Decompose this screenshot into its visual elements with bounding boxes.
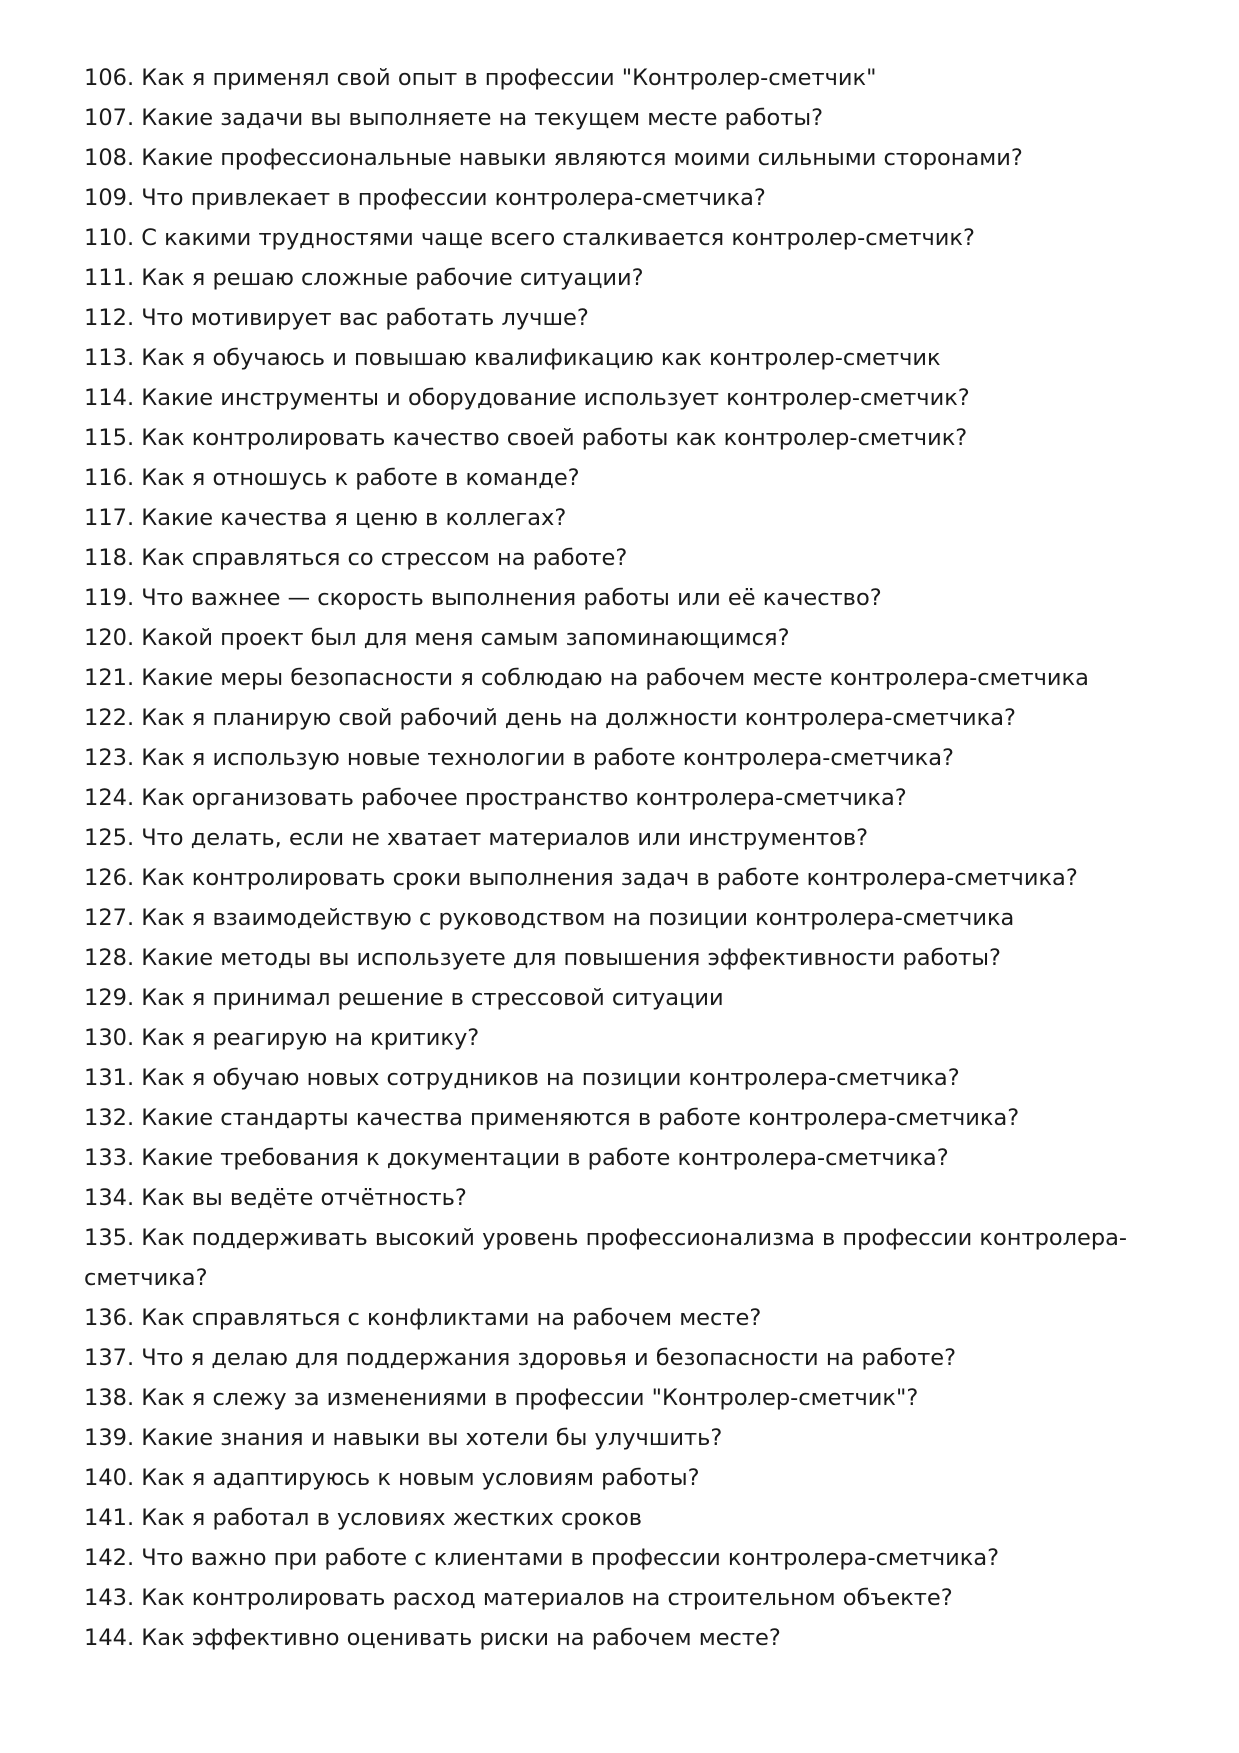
list-item: 140. Как я адаптируюсь к новым условиям работы? bbox=[84, 1465, 700, 1491]
list-item: 127. Как я взаимодействую с руководством на позиции контролера-сметчика bbox=[84, 905, 1015, 931]
list-item: 112. Что мотивирует вас работать лучше? bbox=[84, 305, 589, 331]
list-item: 118. Как справляться со стрессом на работе? bbox=[84, 545, 628, 571]
list-item: 143. Как контролировать расход материалов на строительном объекте? bbox=[84, 1585, 953, 1611]
list-item: 136. Как справляться с конфликтами на рабочем месте? bbox=[84, 1305, 762, 1331]
question-list bbox=[84, 58, 1164, 1658]
list-item: 142. Что важно при работе с клиентами в профессии контролера-сметчика? bbox=[84, 1545, 1000, 1571]
list-item: 141. Как я работал в условиях жестких сроков bbox=[84, 1505, 643, 1531]
list-item: 108. Какие профессиональные навыки являются моими сильными сторонами? bbox=[84, 145, 1023, 171]
list-item: 109. Что привлекает в профессии контролера-сметчика? bbox=[84, 185, 766, 211]
list-item: 124. Как организовать рабочее пространство контролера-сметчика? bbox=[84, 785, 907, 811]
list-item: 129. Как я принимал решение в стрессовой ситуации bbox=[84, 985, 724, 1011]
list-item: 125. Что делать, если не хватает материалов или инструментов? bbox=[84, 825, 869, 851]
list-item: 113. Как я обучаюсь и повышаю квалификацию как контролер-сметчик bbox=[84, 345, 941, 371]
list-item: 139. Какие знания и навыки вы хотели бы улучшить? bbox=[84, 1425, 723, 1451]
list-item: 128. Какие методы вы используете для повышения эффективности работы? bbox=[84, 945, 1001, 971]
list-item: 106. Как я применял свой опыт в профессии "Контролер-сметчик" bbox=[84, 65, 877, 91]
list-item: 119. Что важнее — скорость выполнения работы или её качество? bbox=[84, 585, 882, 611]
document-page bbox=[84, 58, 1164, 1658]
list-item: 110. С какими трудностями чаще всего сталкивается контролер-сметчик? bbox=[84, 225, 975, 251]
list-item: 138. Как я слежу за изменениями в профессии "Контролер-сметчик"? bbox=[84, 1385, 919, 1411]
list-item: 121. Какие меры безопасности я соблюдаю на рабочем месте контролера-сметчика bbox=[84, 665, 1089, 691]
list-item: 107. Какие задачи вы выполняете на текущем месте работы? bbox=[84, 105, 824, 131]
list-item: 133. Какие требования к документации в работе контролера-сметчика? bbox=[84, 1145, 949, 1171]
list-item: 116. Как я отношусь к работе в команде? bbox=[84, 465, 580, 491]
list-item: 126. Как контролировать сроки выполнения задач в работе контролера-сметчика? bbox=[84, 865, 1078, 891]
list-item: 123. Как я использую новые технологии в работе контролера-сметчика? bbox=[84, 745, 954, 771]
list-item: 117. Какие качества я ценю в коллегах? bbox=[84, 505, 567, 531]
list-item: 144. Как эффективно оценивать риски на рабочем месте? bbox=[84, 1625, 781, 1651]
list-item: 137. Что я делаю для поддержания здоровья и безопасности на работе? bbox=[84, 1345, 957, 1371]
list-item: 114. Какие инструменты и оборудование использует контролер-сметчик? bbox=[84, 385, 970, 411]
list-item: 120. Какой проект был для меня самым запоминающимся? bbox=[84, 625, 790, 651]
list-item: 130. Как я реагирую на критику? bbox=[84, 1025, 480, 1051]
list-item: 115. Как контролировать качество своей работы как контролер-сметчик? bbox=[84, 425, 968, 451]
list-item: 122. Как я планирую свой рабочий день на должности контролера-сметчика? bbox=[84, 705, 1016, 731]
list-item: 131. Как я обучаю новых сотрудников на позиции контролера-сметчика? bbox=[84, 1065, 960, 1091]
list-item: 135. Как поддерживать высокий уровень профессионализма в профессии контролера-сметчика? bbox=[84, 1225, 1128, 1291]
list-item: 132. Какие стандарты качества применяются в работе контролера-сметчика? bbox=[84, 1105, 1020, 1131]
list-item: 134. Как вы ведёте отчётность? bbox=[84, 1185, 467, 1211]
list-item: 111. Как я решаю сложные рабочие ситуации? bbox=[84, 265, 644, 291]
